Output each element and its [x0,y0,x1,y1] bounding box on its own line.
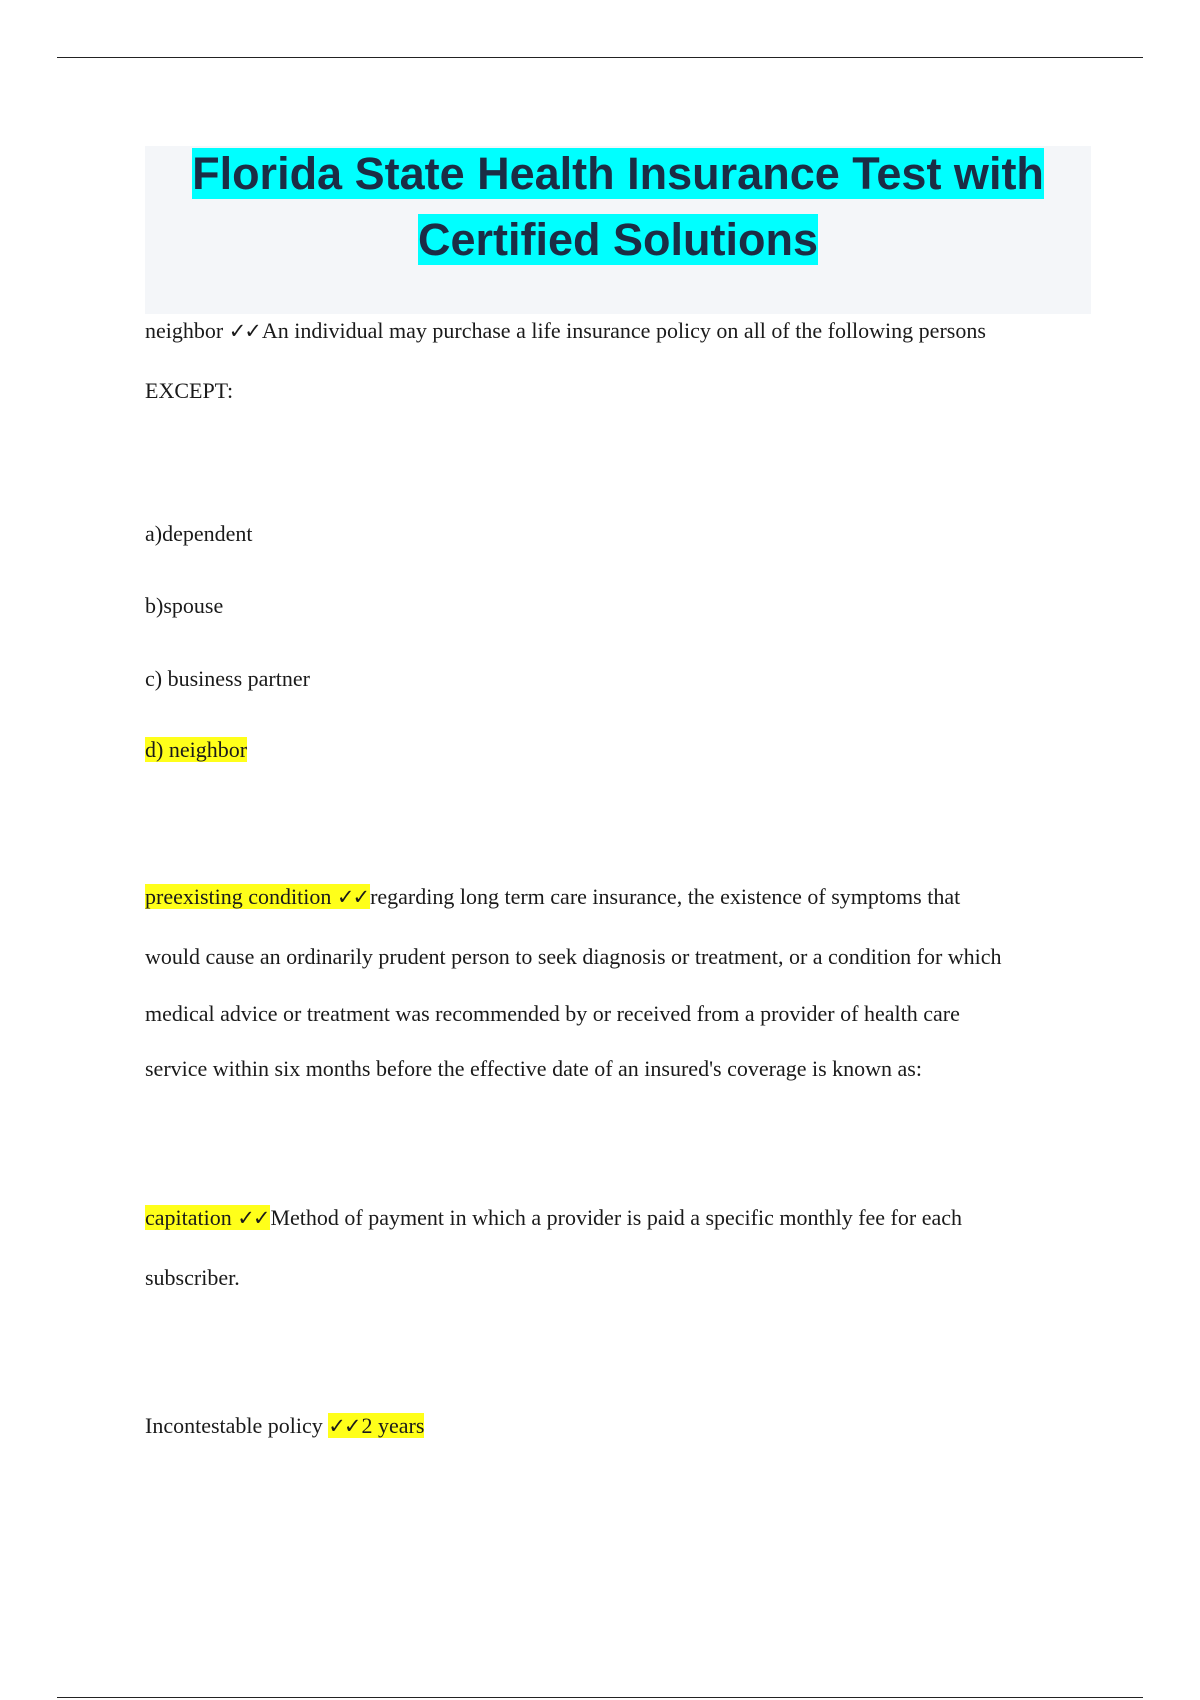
q2-line1 [145,884,960,910]
q4-question: Incontestable policy [145,1413,329,1438]
q2-text-line1: regarding long term care insurance, the existence of symptoms that [370,884,961,909]
q2-answer: preexisting condition [145,884,337,909]
q3-answer-highlight [145,1205,270,1230]
q1-answer: neighbor [145,318,229,343]
title-block [145,146,1091,314]
q2-line4: service within six months before the effective date of an insured's coverage is known as: [145,1056,922,1081]
checkmark-icon: ✓✓ [336,885,369,909]
q1-option-c: c) business partner [145,666,310,691]
q3-answer: capitation [145,1205,238,1230]
checkmark-icon: ✓✓ [328,1414,360,1438]
q2-line2: would cause an ordinarily prudent person to seek diagnosis or treatment, or a condition for which [145,944,1002,969]
q4-answer: 2 years [361,1413,425,1438]
checkmark-icon: ✓✓ [237,1206,269,1230]
q2-line3: medical advice or treatment was recommended by or received from a provider of health care [145,1001,960,1026]
q1-option-d [145,737,247,763]
q1-line2: EXCEPT: [145,378,234,403]
bottom-divider [57,1697,1143,1698]
q3-text-line1: Method of payment in which a provider is paid a specific monthly fee for each [270,1205,963,1230]
q1-option-a: a)dependent [145,521,253,546]
title-wrap [145,146,1091,278]
q3-line1 [145,1205,962,1231]
checkmark-icon: ✓✓ [228,319,260,343]
q2-answer-highlight [145,884,370,909]
q4-line1 [145,1413,424,1439]
q1-option-d-highlight: d) neighbor [145,737,248,762]
document-title: Florida State Health Insurance Test with Certified Solutions [192,148,1044,265]
q1-question-line1: An individual may purchase a life insurance policy on all of the following persons [261,318,986,343]
q1-line1 [145,318,986,344]
q1-option-b: b)spouse [145,593,224,618]
q3-line2: subscriber. [145,1265,240,1290]
top-divider [57,57,1143,58]
q4-answer-highlight [328,1413,424,1438]
